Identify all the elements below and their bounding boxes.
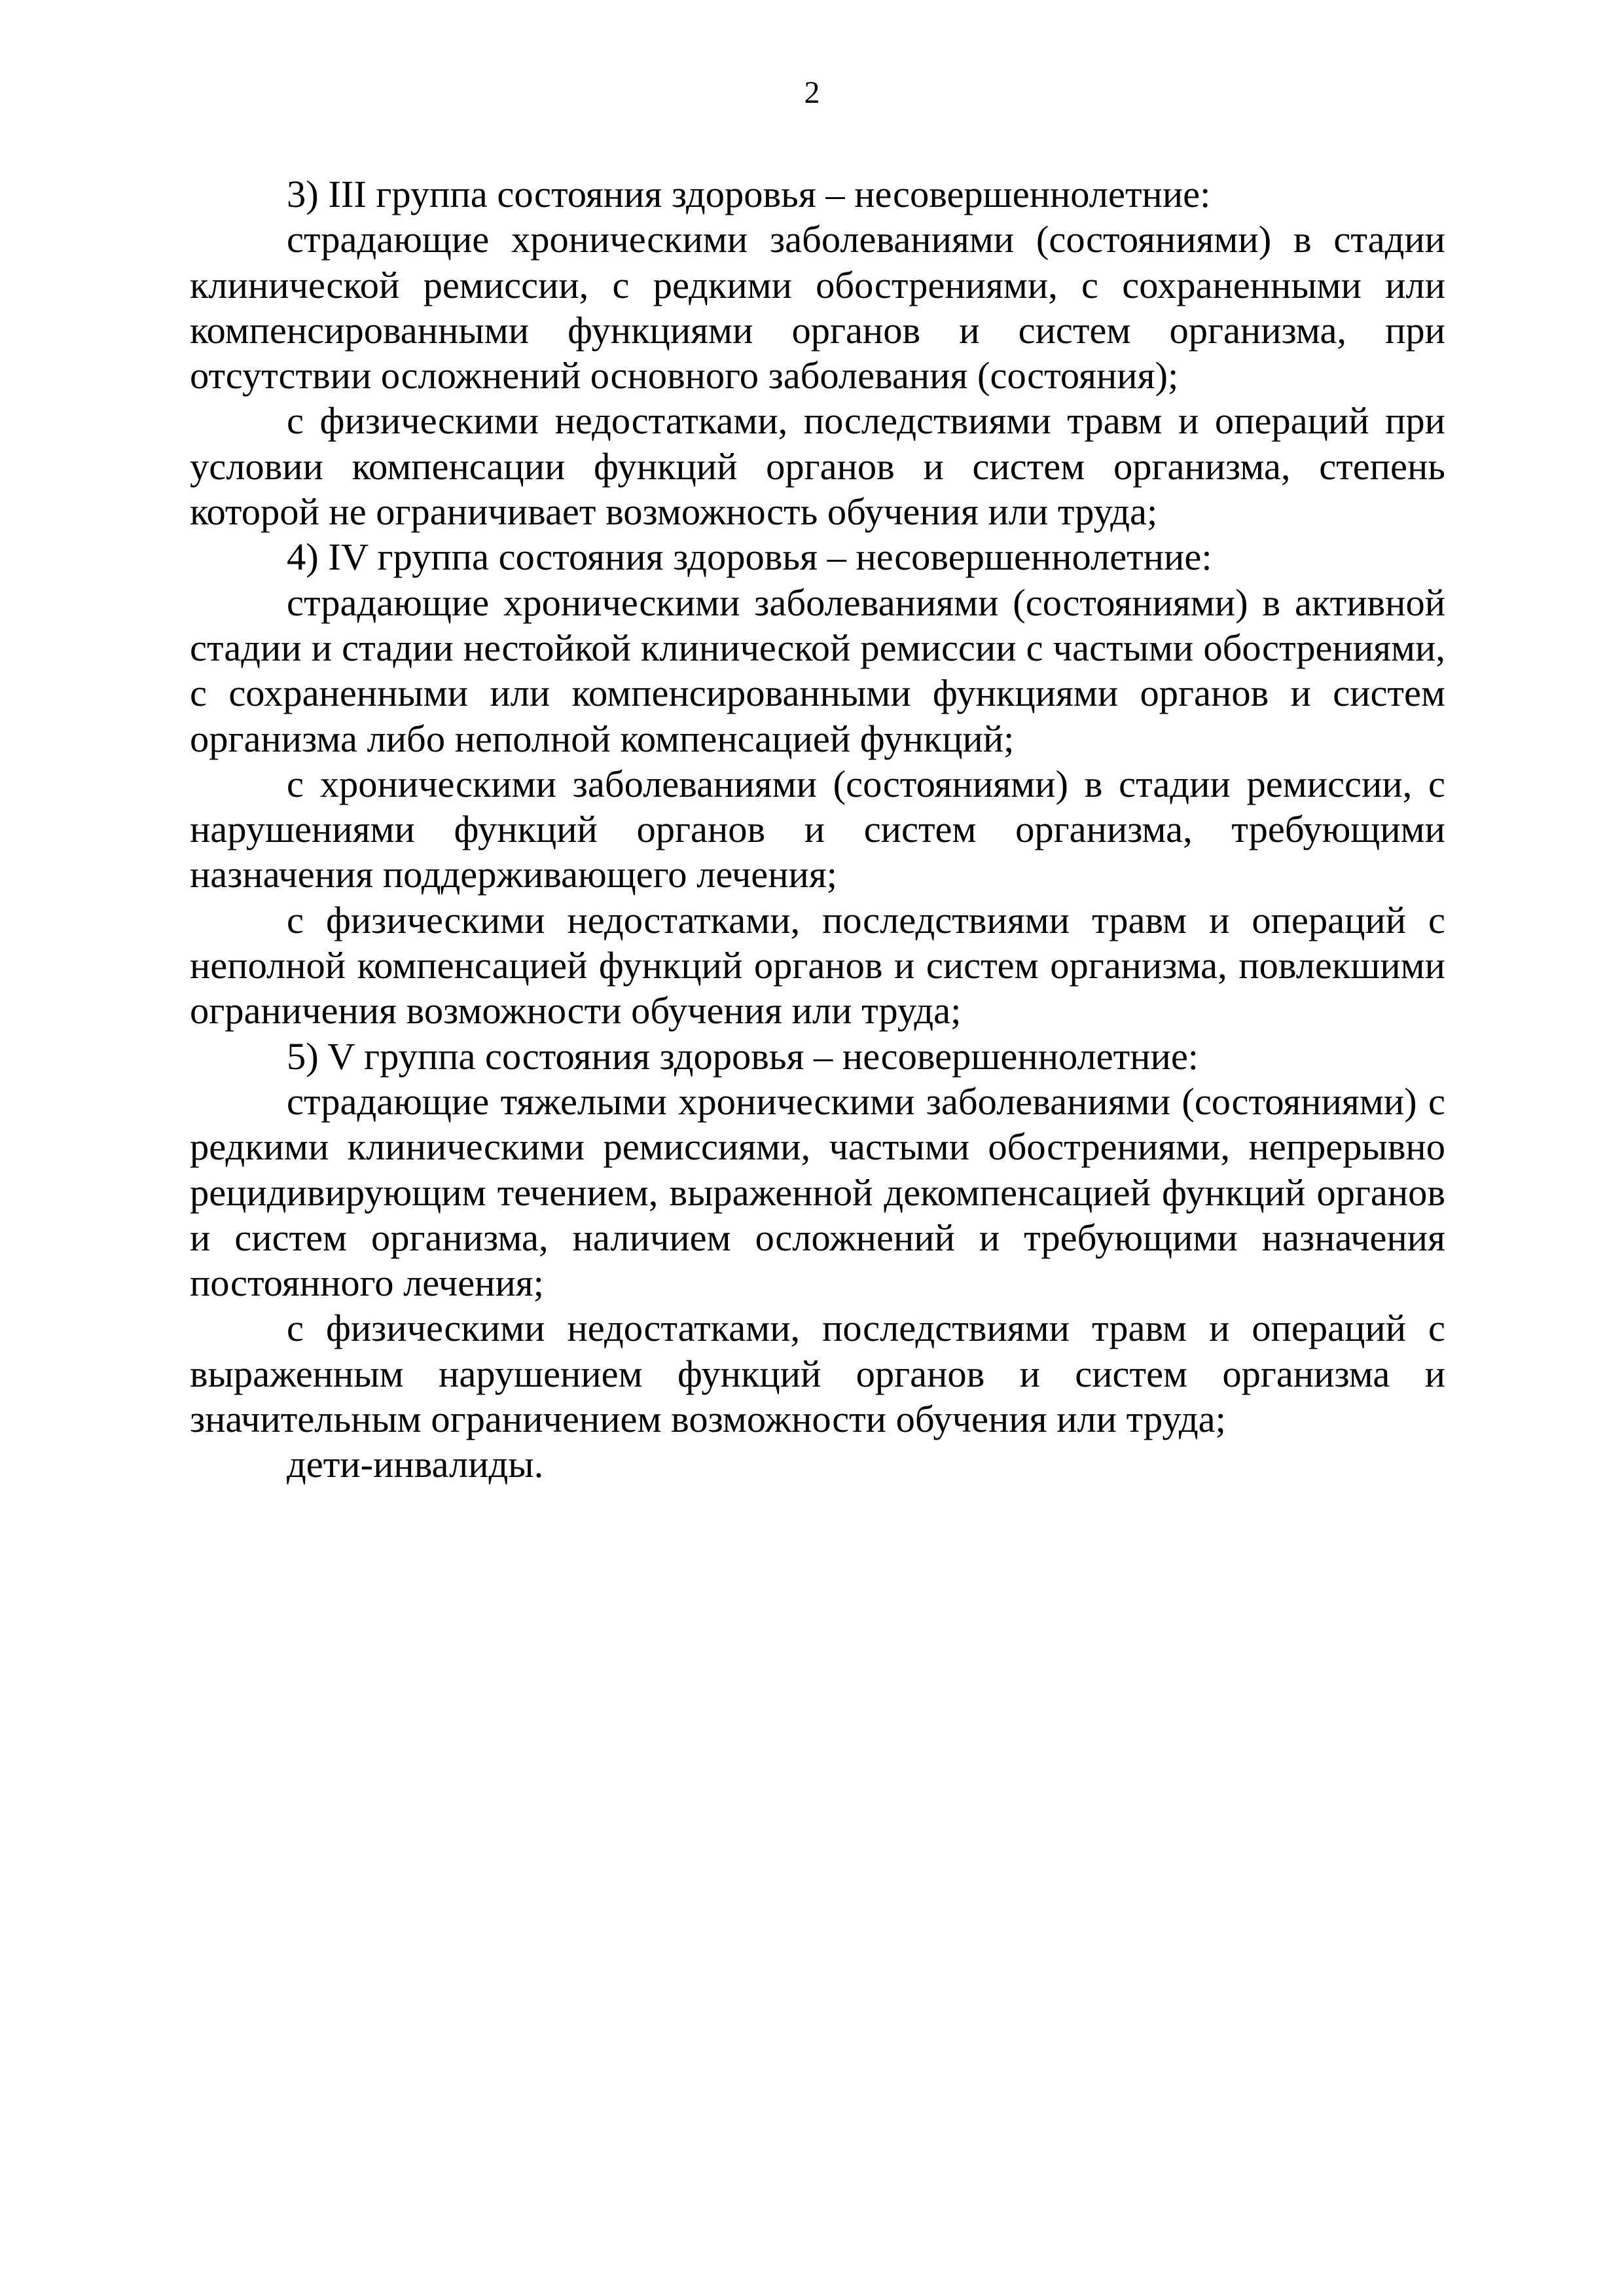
paragraph-group-3-heading: 3) III группа состояния здоровья – несовершеннолетние: xyxy=(287,173,1211,215)
document-body xyxy=(190,172,1445,1487)
paragraph-group-3-chronic: страдающие хроническими заболеваниями (состояниями) в стадии клинической ремиссии, с редкими обострениями, с сохраненными или компенсированными функциями органов и систем организма, при отсутствии осложнений основного заболевания (состояния); xyxy=(190,218,1445,397)
paragraph-group-4-heading: 4) IV группа состояния здоровья – несовершеннолетние: xyxy=(287,536,1212,579)
paragraph-group-5-physical: с физическими недостатками, последствиями травм и операций с выраженным нарушением функций органов и систем организма и значительным ограничением возможности обучения или труда; xyxy=(190,1307,1445,1441)
paragraph-group-5-chronic: страдающие тяжелыми хроническими заболеваниями (состояниями) с редкими клиническими ремиссиями, частыми обострениями, непрерывно рецидивирующим течением, выраженной декомпенсацией функций органов и систем организма, наличием осложнений и требующими назначения постоянного лечения; xyxy=(190,1080,1445,1305)
paragraph-group-3-physical: с физическими недостатками, последствиями травм и операций при условии компенсации функций органов и систем организма, степень которой не ограничивает возможность обучения или труда; xyxy=(190,399,1445,534)
paragraph-group-5-disabled-children: дети-инвалиды. xyxy=(287,1443,544,1486)
paragraph-group-4-chronic-active: страдающие хроническими заболеваниями (состояниями) в активной стадии и стадии нестойкой клинической ремиссии с частыми обострениями, с сохраненными или компенсированными функциями органов и систем организма либо неполной компенсацией функций; xyxy=(190,581,1445,760)
paragraph-group-4-physical: с физическими недостатками, последствиями травм и операций с неполной компенсацией функций органов и систем организма, повлекшими ограничения возможности обучения или труда; xyxy=(190,898,1445,1032)
page-number: 2 xyxy=(804,75,820,110)
paragraph-group-5-heading: 5) V группа состояния здоровья – несовершеннолетние: xyxy=(287,1034,1199,1078)
paragraph-group-4-chronic-remission: с хроническими заболеваниями (состояниями) в стадии ремиссии, с нарушениями функций органов и систем организма, требующими назначения поддерживающего лечения; xyxy=(190,762,1445,896)
